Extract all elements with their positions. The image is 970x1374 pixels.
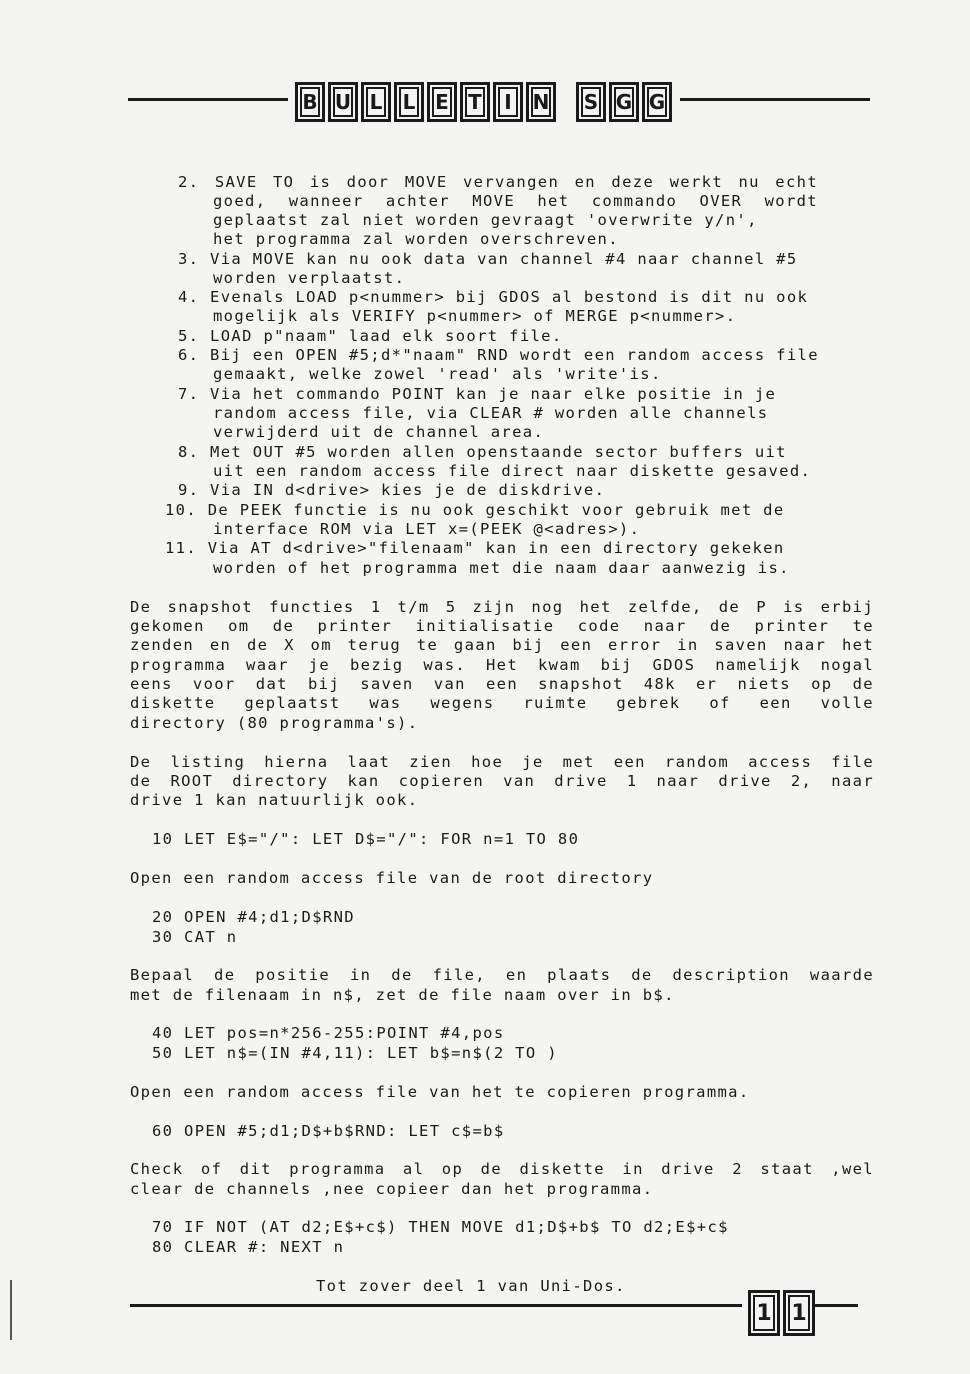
text-line: random access file, via CLEAR # worden alle channels	[213, 404, 769, 422]
text-line: goed, wanneer achter MOVE het commando OVER wordt	[213, 192, 818, 210]
text-line: 30 CAT n	[152, 928, 238, 946]
binding-mark	[10, 1280, 12, 1340]
text-line: clear de channels ,nee copieer dan het programma.	[130, 1180, 654, 1198]
logo-letter: S	[576, 82, 606, 122]
text-line: De snapshot functies 1 t/m 5 zijn nog het zelfde, de P is erbij	[130, 598, 874, 616]
text-line: 2. SAVE TO is door MOVE vervangen en deze werkt nu echt	[178, 173, 818, 191]
text-line: 5. LOAD p"naam" laad elk soort file.	[178, 327, 563, 345]
text-line: gekomen om de printer initialisatie code naar de printer te	[130, 617, 874, 635]
text-line: directory (80 programma's).	[130, 714, 419, 732]
logo-letter: U	[328, 82, 358, 122]
text-line: 80 CLEAR #: NEXT n	[152, 1238, 345, 1256]
text-line: 20 OPEN #4;d1;D$RND	[152, 908, 355, 926]
text-line: drive 1 kan natuurlijk ook.	[130, 791, 419, 809]
text-line: 60 OPEN #5;d1;D$+b$RND: LET c$=b$	[152, 1122, 505, 1140]
footer-rule	[130, 1304, 742, 1307]
footer-rule-right	[812, 1304, 858, 1307]
text-line: 11. Via AT d<drive>"filenaam" kan in een directory gekeken	[165, 539, 785, 557]
logo-letter: E	[427, 82, 457, 122]
text-line: 8. Met OUT #5 worden allen openstaande sector buffers uit	[178, 443, 787, 461]
page-number	[748, 1290, 815, 1336]
text-line: 10 LET E$="/": LET D$="/": FOR n=1 TO 80	[152, 830, 580, 848]
logo-letter: B	[295, 82, 325, 122]
text-line: mogelijk als VERIFY p<nummer> of MERGE p<nummer>.	[213, 307, 737, 325]
text-line: verwijderd uit de channel area.	[213, 423, 545, 441]
text-line: 40 LET pos=n*256-255:POINT #4,pos	[152, 1024, 505, 1042]
text-line: het programma zal worden overschreven.	[213, 230, 619, 248]
text-line: Tot zover deel 1 van Uni-Dos.	[316, 1277, 626, 1295]
logo-letter: N	[526, 82, 556, 122]
text-line: 50 LET n$=(IN #4,11): LET b$=n$(2 TO )	[152, 1044, 558, 1062]
text-line: 3. Via MOVE kan nu ook data van channel #4 naar channel #5	[178, 250, 798, 268]
text-line: 9. Via IN d<drive> kies je de diskdrive.	[178, 481, 606, 499]
logo-letter: G	[609, 82, 639, 122]
text-line: interface ROM via LET x=(PEEK @<adres>).	[213, 520, 641, 538]
logo-letter: I	[493, 82, 523, 122]
header-rule-left	[128, 98, 288, 101]
text-line: 7. Via het commando POINT kan je naar elke positie in je	[178, 385, 777, 403]
text-line: 70 IF NOT (AT d2;E$+c$) THEN MOVE d1;D$+b$ TO d2;E$+c$	[152, 1218, 729, 1236]
text-line: zenden en de X om terug te gaan bij een error in saven naar het	[130, 636, 874, 654]
logo-letter: T	[460, 82, 490, 122]
text-line: Open een random access file van de root directory	[130, 869, 654, 887]
text-line: worden verplaatst.	[213, 269, 406, 287]
page-digit: 1	[783, 1290, 815, 1336]
text-line: 10. De PEEK functie is nu ook geschikt voor gebruik met de	[165, 501, 785, 519]
text-line: Check of dit programma al op de diskette in drive 2 staat ,wel	[130, 1160, 874, 1178]
text-line: diskette geplaatst was wegens ruimte gebrek of een volle	[130, 694, 874, 712]
text-line: De listing hierna laat zien hoe je met een random access file	[130, 753, 874, 771]
text-line: worden of het programma met die naam daar aanwezig is.	[213, 559, 790, 577]
text-line: programma waar je bezig was. Het kwam bij GDOS namelijk nogal	[130, 656, 874, 674]
text-line: eens voor dat bij saven van een snapshot 48k er niets op de	[130, 675, 874, 693]
header-rule-right	[680, 98, 870, 101]
text-line: gemaakt, welke zowel 'read' als 'write'is.	[213, 365, 662, 383]
text-line: Bepaal de positie in de file, en plaats de description waarde	[130, 966, 874, 984]
text-line: met de filenaam in n$, zet de file naam over in b$.	[130, 986, 675, 1004]
logo-letter: L	[361, 82, 391, 122]
page-digit: 1	[748, 1290, 780, 1336]
text-line: 6. Bij een OPEN #5;d*"naam" RND wordt een random access file	[178, 346, 819, 364]
text-line: uit een random access file direct naar diskette gesaved.	[213, 462, 812, 480]
logo-letter: L	[394, 82, 424, 122]
text-line: 4. Evenals LOAD p<nummer> bij GDOS al bestond is dit nu ook	[178, 288, 809, 306]
text-line: geplaatst zal niet worden gevraagt 'overwrite y/n',	[213, 211, 758, 229]
text-line: de ROOT directory kan copieren van drive 1 naar drive 2, naar	[130, 772, 874, 790]
bulletin-sgg-logo	[295, 82, 672, 122]
text-line: Open een random access file van het te copieren programma.	[130, 1083, 750, 1101]
logo-letter: G	[642, 82, 672, 122]
